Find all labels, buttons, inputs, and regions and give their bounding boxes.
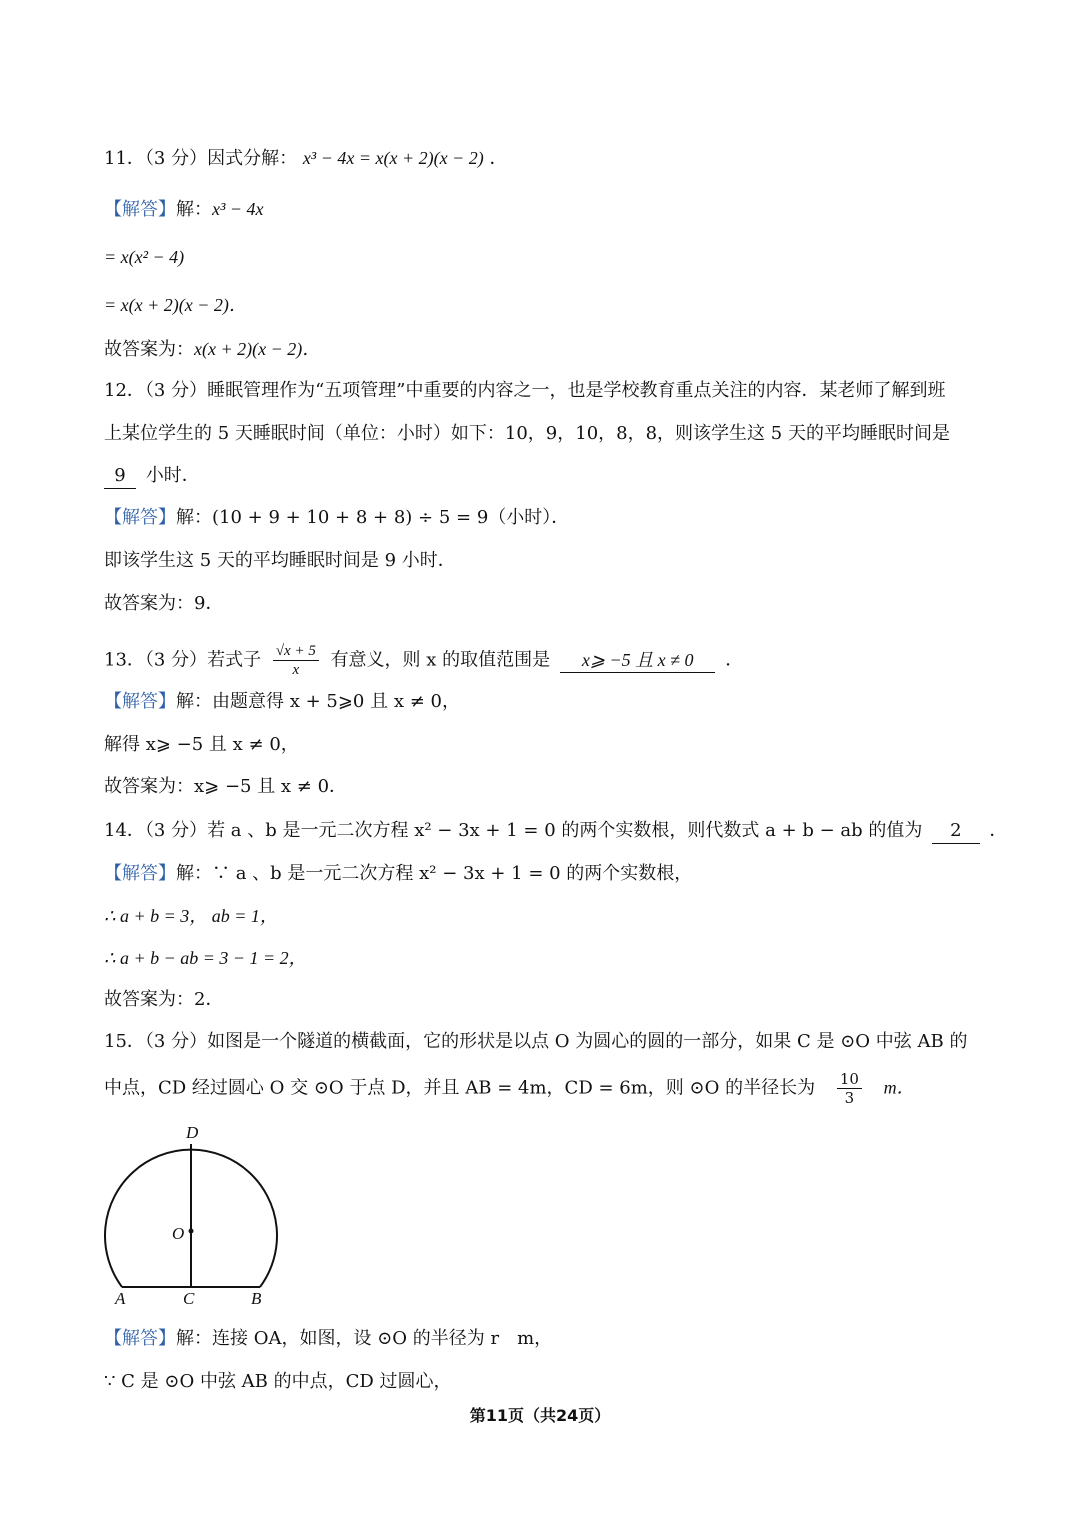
solution-label: 【解答】 (104, 1328, 176, 1349)
q12-final: 故答案为：9． (104, 593, 224, 614)
q14-line-c: ∴ a + b − ab = 3 − 1 = 2， (104, 948, 307, 968)
q15-answer-fraction: $\frac{10}{3}$ (837, 1070, 862, 1107)
q13-answer-blank: x⩾ −5 且 x ≠ 0 (560, 648, 716, 673)
q13-line-b: 解得 x⩾ −5 且 x ≠ 0， (104, 734, 299, 755)
q12-solution: 【解答】解：(10 + 9 + 10 + 8 + 8) ÷ 5 = 9（小时）． (104, 507, 570, 528)
q15-line1: 15．（3 分）如图是一个隧道的横截面，它的形状是以点 O 为圆心的圆的一部分，如果 C 是 ⊙O 中弦 AB 的 (104, 1031, 968, 1052)
tunnel-cross-section-figure (95, 1118, 295, 1314)
q11-answer: x(x + 2)(x − 2) (375, 148, 484, 168)
q12-line3: 9 小时． (104, 464, 200, 489)
q14-solution: 【解答】解：∵ a 、b 是一元二次方程 x² − 3x + 1 = 0 的两个实数根， (104, 863, 693, 884)
q11-step3: = x(x + 2)(x − 2)． (104, 295, 247, 315)
solution-label: 【解答】 (104, 863, 176, 884)
q12-line1: 12．（3 分）睡眠管理作为“五项管理”中重要的内容之一，也是学校教育重点关注的内容．某老师了解到班 (104, 380, 946, 401)
q14-line-b: ∴ a + b = 3， ab = 1， (104, 906, 278, 926)
solution-label: 【解答】 (104, 691, 176, 712)
page-footer: 第11页（共24页） (469, 1406, 611, 1425)
q13-solution: 【解答】解：由题意得 x + 5⩾0 且 x ≠ 0， (104, 691, 460, 712)
q13-final: 故答案为：x⩾ −5 且 x ≠ 0． (104, 776, 348, 797)
q12-line-b: 即该学生这 5 天的平均睡眠时间是 9 小时． (104, 550, 456, 571)
q13-fraction: $\frac{√x + 5}{x}$ (273, 642, 319, 679)
q11-final: 故答案为：x(x + 2)(x − 2)． (104, 339, 321, 360)
label-d: D (186, 1123, 199, 1142)
solution-label: 【解答】 (104, 507, 176, 528)
q11-expression: x³ − 4x = (302, 148, 376, 168)
label-c: C (183, 1289, 195, 1308)
q11-question: 11．（3 分）因式分解： x³ − 4x = x(x + 2)(x − 2) ． (104, 148, 508, 169)
q14-question: 14．（3 分）若 a 、b 是一元二次方程 x² − 3x + 1 = 0 的两个实数根，则代数式 a + b − ab 的值为 2 ． (104, 819, 1007, 844)
q15-solution: 【解答】解：连接 OA，如图，设 ⊙O 的半径为 r m， (104, 1328, 553, 1349)
q11-solution-line: 【解答】解：x³ − 4x (104, 199, 264, 220)
q15-line2: 中点，CD 经过圆心 O 交 ⊙O 于点 D，并且 AB = 4m，CD = 6m，则 ⊙O 的半径长为 $\frac{10}{3}$ m． (104, 1070, 915, 1107)
label-o: O (172, 1224, 185, 1243)
center-point-o (189, 1229, 194, 1234)
q11-step2: = x(x² − 4) (104, 247, 185, 267)
label-b: B (251, 1289, 262, 1308)
q13-question: 13．（3 分）若式子 $\frac{√x + 5}{x}$ 有意义，则 x 的取值范围是 x⩾ −5 且 x ≠ 0 ． (104, 643, 744, 678)
q12-answer-blank: 9 (104, 464, 136, 489)
q12-line2: 上某位学生的 5 天睡眠时间（单位：小时）如下：10，9，10，8，8，则该学生这 5 天的平均睡眠时间是 (104, 423, 950, 444)
q14-answer-blank: 2 (932, 819, 979, 844)
q14-final: 故答案为：2． (104, 989, 224, 1010)
solution-label: 【解答】 (104, 199, 176, 220)
q15-line-b: ∵ C 是 ⊙O 中弦 AB 的中点，CD 过圆心， (104, 1371, 452, 1392)
label-a: A (115, 1289, 126, 1308)
